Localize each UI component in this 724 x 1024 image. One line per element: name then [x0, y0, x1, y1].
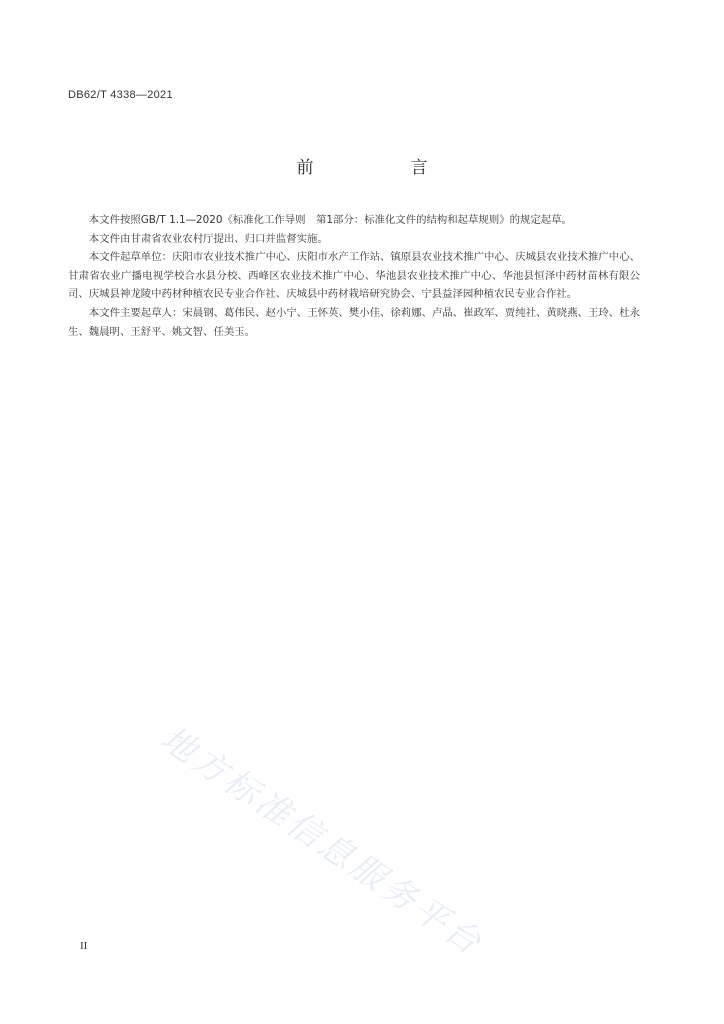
paragraph-drafting-units: 本文件起草单位：庆阳市农业技术推广中心、庆阳市水产工作站、镇原县农业技术推广中心、庆城县农业技术推广中心、甘肃省农业广播电视学校合水县分校、西峰区农业技术推广中心、华池县农业技术推广中心、华池县恒泽中药材苗林有限公司、庆城县神龙陵中药材种植农民专业合作社、庆城县中药材栽培研究协会、宁县益泽园种植农民专业合作社。 — [68, 251, 640, 301]
page-title: 前 言 — [296, 158, 468, 178]
standard-code: DB62/T 4338—2021 — [68, 89, 173, 101]
foreword-body — [68, 211, 640, 341]
paragraph-drafters: 本文件主要起草人：宋晨钢、葛伟民、赵小宁、王怀英、樊小佳、徐莉娜、卢晶、崔政军、贾纯社、黄晓燕、王玲、杜永生、魏晨明、王舒平、姚文智、任美玉。 — [68, 306, 640, 338]
page-number: II — [80, 940, 88, 952]
paragraph-drafting-rules: 本文件按照GB/T 1.1—2020《标准化工作导则 第1部分：标准化文件的结构和起草规则》的规定起草。 — [88, 214, 572, 226]
paragraph-proposer: 本文件由甘肃省农业农村厅提出、归口并监督实施。 — [88, 232, 328, 245]
watermark: 地方标准信息服务平台 — [153, 718, 491, 965]
